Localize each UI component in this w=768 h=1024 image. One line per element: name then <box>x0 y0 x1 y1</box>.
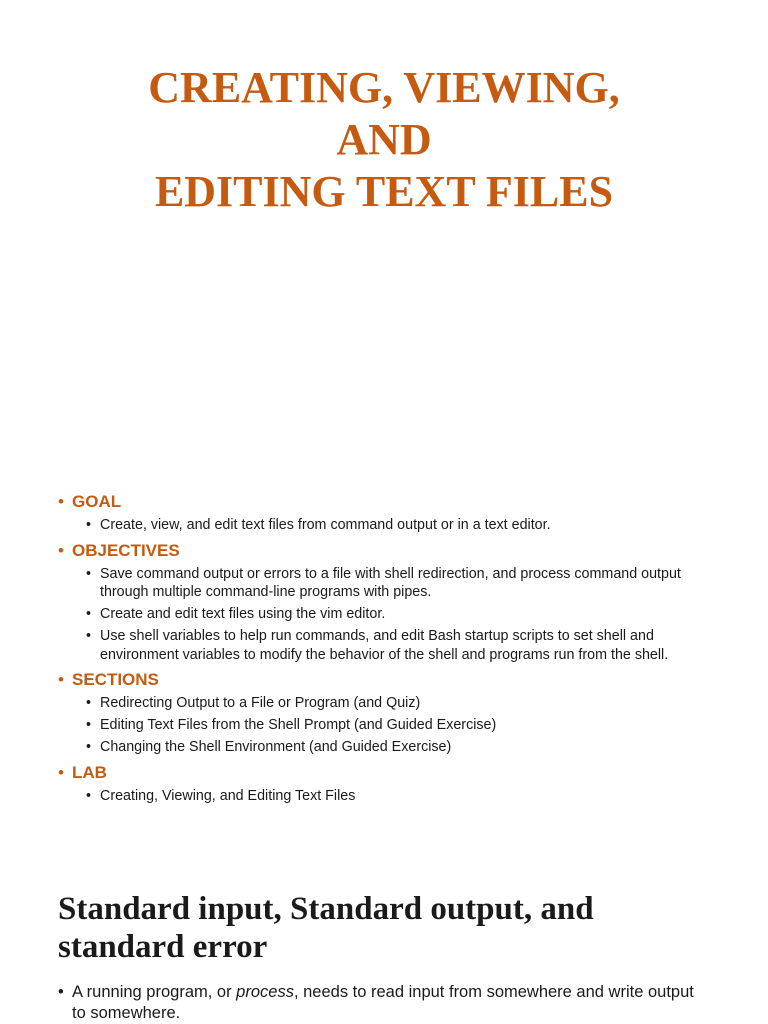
section-objectives <box>58 539 718 665</box>
emphasis-text: process <box>236 983 294 1001</box>
section-heading: GOAL <box>72 492 122 511</box>
slide-title <box>0 62 768 218</box>
list-item: • Changing the Shell Environment (and Guided Exercise) <box>86 739 452 755</box>
section-title <box>58 890 718 966</box>
bullet-icon: • <box>86 628 92 644</box>
list-item: • Creating, Viewing, and Editing Text Files <box>86 787 356 804</box>
bullet-icon: • <box>58 540 64 560</box>
slide-title-line-3: EDITING TEXT FILES <box>154 167 614 216</box>
bullet-icon: • <box>86 739 92 755</box>
section-title-line-2: standard error <box>58 929 268 965</box>
body-paragraph: • A running program, or process, needs to read input from somewhere and write output to somewhere. <box>58 983 694 1022</box>
list-item: • Create and edit text files using the vim editor. <box>86 606 386 622</box>
bullet-icon: • <box>86 606 92 622</box>
section-heading: LAB <box>72 762 107 782</box>
bullet-icon: • <box>58 762 64 782</box>
section-heading: SECTIONS <box>72 670 159 689</box>
bullet-icon: • <box>86 517 92 533</box>
slide-title-line-1: CREATING, VIEWING, <box>148 63 620 112</box>
bullet-icon: • <box>86 695 92 711</box>
list-item: • Editing Text Files from the Shell Prompt (and Guided Exercise) <box>86 717 497 733</box>
list-item: • Redirecting Output to a File or Program (and Quiz) <box>86 695 421 711</box>
bullet-icon: • <box>58 492 64 511</box>
list-item: • Use shell variables to help run commands, and edit Bash startup scripts to set shell and environment variables to modify the behavior of the shell and programs run from the shell. <box>86 628 669 663</box>
bullet-icon: • <box>86 787 92 804</box>
list-item: • Save command output or errors to a file with shell redirection, and process command output through multiple command-line programs with pipes. <box>86 565 681 600</box>
section-title-line-1: Standard input, Standard output, and <box>58 891 594 927</box>
list-item: • Create, view, and edit text files from command output or in a text editor. <box>86 517 551 533</box>
section-lab <box>58 761 718 806</box>
bullet-icon: • <box>58 983 64 1001</box>
bullet-icon: • <box>86 565 92 582</box>
chapter-outline <box>58 490 718 809</box>
section-sections <box>58 668 718 757</box>
section-goal <box>58 490 718 535</box>
section-heading: OBJECTIVES <box>72 540 180 560</box>
bullet-icon: • <box>86 717 92 733</box>
slide-title-line-2: AND <box>336 115 432 164</box>
bullet-icon: • <box>58 670 64 689</box>
